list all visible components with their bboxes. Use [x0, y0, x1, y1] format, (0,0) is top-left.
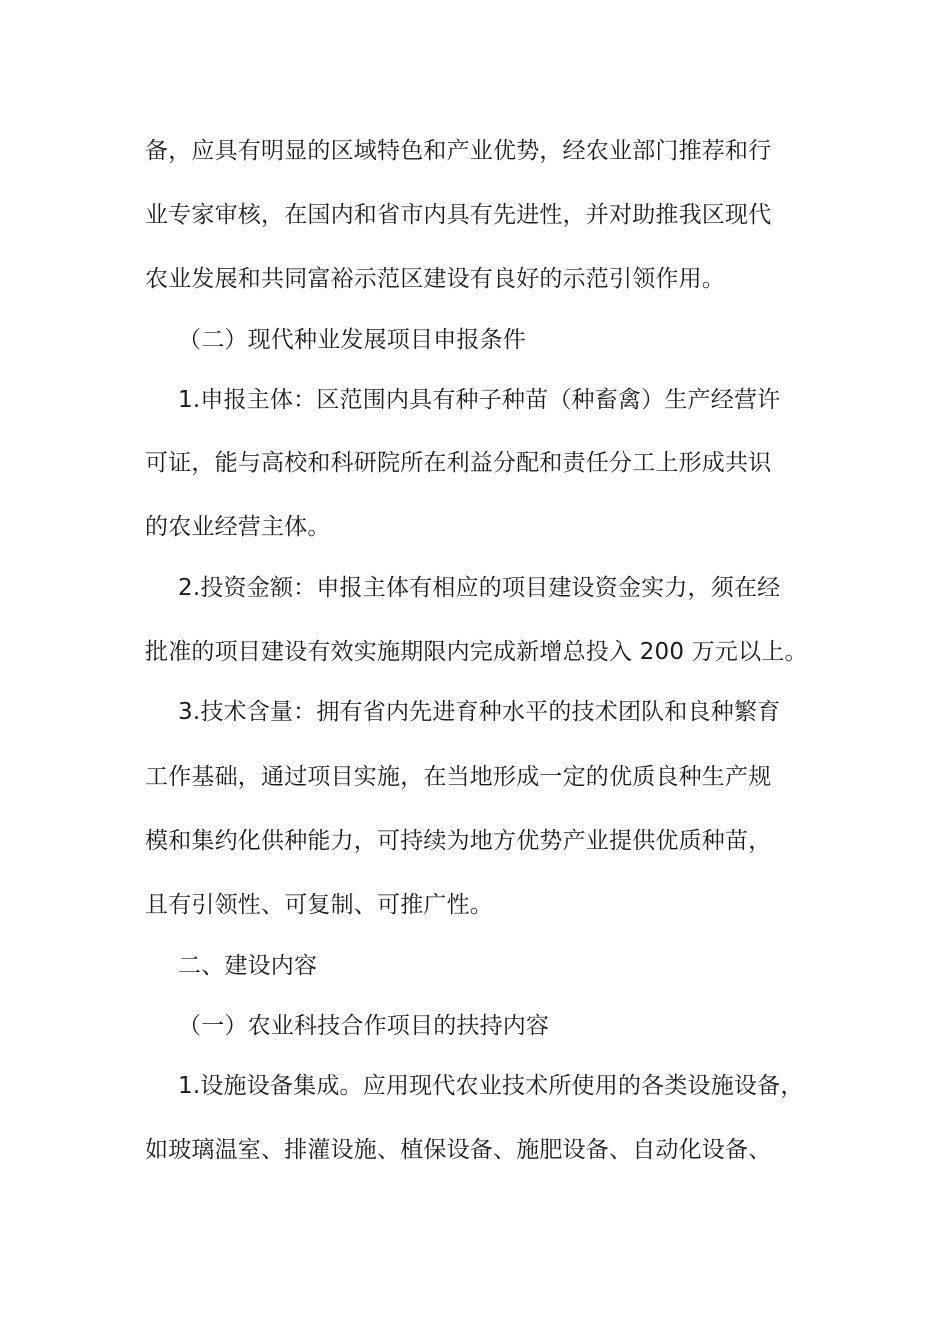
paragraph-line-6: 可证，能与高校和科研院所在利益分配和责任分工上形成共识: [145, 450, 772, 476]
paragraph-line-12: 模和集约化供种能力，可持续为地方优势产业提供优质种苗，: [145, 828, 772, 854]
paragraph-line-17: 如玻璃温室、排灌设施、植保设备、施肥设备、自动化设备、: [145, 1137, 772, 1163]
section-heading-seed-industry: （二）现代种业发展项目申报条件: [178, 327, 526, 353]
paragraph-line-16: 1.设施设备集成。应用现代农业技术所使用的各类设施设备，: [178, 1073, 804, 1099]
paragraph-line-13: 且有引领性、可复制、可推广性。: [145, 892, 493, 918]
paragraph-line-3: 农业发展和共同富裕示范区建设有良好的示范引领作用。: [145, 266, 725, 292]
paragraph-line-10: 3.技术含量：拥有省内先进育种水平的技术团队和良种繁育: [178, 699, 781, 725]
section-heading-tech-cooperation: （一）农业科技合作项目的扶持内容: [178, 1013, 550, 1039]
paragraph-line-7: 的农业经营主体。: [145, 514, 331, 540]
paragraph-line-1: 备，应具有明显的区域特色和产业优势，经农业部门推荐和行: [145, 138, 772, 164]
paragraph-line-2: 业专家审核，在国内和省市内具有先进性，并对助推我区现代: [145, 202, 772, 228]
paragraph-line-8: 2.投资金额：申报主体有相应的项目建设资金实力，须在经: [178, 575, 781, 601]
paragraph-line-11: 工作基础，通过项目实施，在当地形成一定的优质良种生产规: [145, 764, 772, 790]
paragraph-line-5: 1.申报主体：区范围内具有种子种苗（种畜禽）生产经营许: [178, 387, 781, 413]
paragraph-line-9: 批准的项目建设有效实施期限内完成新增总投入 200 万元以上。: [145, 639, 808, 665]
section-heading-construction: 二、建设内容: [178, 953, 318, 979]
